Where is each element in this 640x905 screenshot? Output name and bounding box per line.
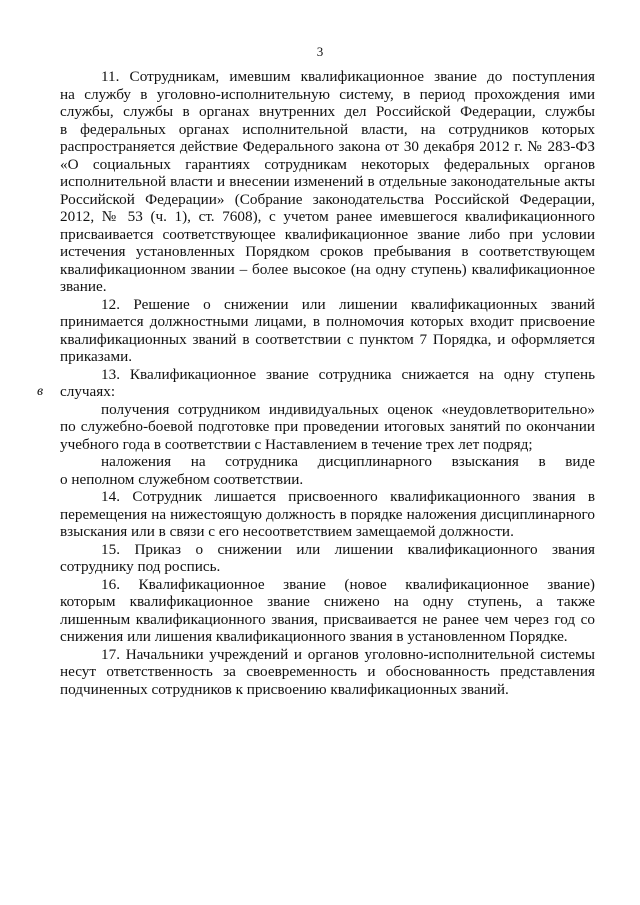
text-line: приказами. xyxy=(60,348,133,365)
text-line: присваивается соответствующее квалификационное звание либо при условии xyxy=(60,225,595,243)
text-line: которым квалификационное звание снижено на одну ступень, а также xyxy=(60,593,595,610)
text-line: 12. Решение о снижении или лишении квалификационных званий xyxy=(101,295,595,313)
paragraph xyxy=(60,646,595,699)
paragraph xyxy=(60,68,595,296)
text-line: в федеральных органах исполнительной власти, на сотрудников которых xyxy=(60,120,595,138)
text-line: на службу в уголовно-исполнительную систему, в период прохождения ими xyxy=(60,85,595,103)
paragraph xyxy=(60,541,595,576)
text-line: снижения или лишения квалификационного звания в установленном Порядке. xyxy=(60,628,568,645)
text-line: звание. xyxy=(60,278,107,295)
text-line: учебного года в соответствии с Наставлением в течение трех лет подряд; xyxy=(60,435,533,453)
text-line: Российской Федерации» (Собрание законодательства Российской Федерации, xyxy=(60,190,595,208)
text-line: по служебно-боевой подготовке при проведении итоговых занятий по окончании xyxy=(60,418,595,435)
text-line: перемещения на нижестоящую должность в порядке наложения дисциплинарного xyxy=(60,505,595,523)
paragraph xyxy=(60,296,595,366)
paragraph xyxy=(60,576,595,646)
text-line: несут ответственность за своевременность и обоснованность представления xyxy=(60,663,595,680)
text-line: 2012, № 53 (ч. 1), ст. 7608), с учетом ранее имевшегося квалификационного xyxy=(60,208,595,225)
text-line: «О социальных гарантиях сотрудникам некоторых федеральных органов xyxy=(60,155,595,173)
text-line: 13. Квалификационное звание сотрудника снижается на одну ступень xyxy=(101,365,595,383)
text-line: квалификационном звании – более высокое (на одну ступень) квалификационное xyxy=(60,260,595,278)
paragraph xyxy=(37,365,595,401)
handwritten-margin-mark: в xyxy=(37,384,44,399)
text-line: взыскания или в связи с его несоответствием замещаемой должности. xyxy=(60,523,514,540)
text-line: принимается должностными лицами, в полномочия которых входит присвоение xyxy=(60,313,595,330)
paragraph xyxy=(60,488,595,541)
text-line: службы, службы в органах внутренних дел Российской Федерации, службы xyxy=(60,103,595,120)
text-line: распространяется действие Федерального закона от 30 декабря 2012 г. № 283-ФЗ xyxy=(60,138,595,155)
paragraph xyxy=(60,401,595,454)
text-line: сотруднику под роспись. xyxy=(60,558,221,575)
text-line: 14. Сотрудник лишается присвоенного квалификационного звания в xyxy=(101,488,595,505)
text-line: лишенным квалификационного звания, присваивается не ранее чем через год со xyxy=(60,610,595,628)
text-line: о неполном служебном соответствии. xyxy=(60,470,304,488)
document-body xyxy=(37,68,595,698)
text-line: исполнительной власти и внесении изменений в отдельные законодательные акты xyxy=(60,173,595,190)
text-line: случаях: xyxy=(60,383,116,400)
text-line: получения сотрудником индивидуальных оценок «неудовлетворительно» xyxy=(101,400,595,418)
text-line: 11. Сотрудникам, имевшим квалификационное звание до поступления xyxy=(101,68,595,85)
text-line: 17. Начальники учреждений и органов уголовно-исполнительной системы xyxy=(101,645,595,663)
text-line: 15. Приказ о снижении или лишении квалификационного звания xyxy=(101,540,595,558)
text-line: наложения на сотрудника дисциплинарного взыскания в виде xyxy=(101,453,595,470)
text-line: 16. Квалификационное звание (новое квалификационное звание) xyxy=(101,575,595,593)
text-line: подчиненных сотрудников к присвоению квалификационных званий. xyxy=(60,680,509,698)
page-number: 3 xyxy=(316,44,324,59)
paragraph xyxy=(60,453,595,488)
text-line: квалификационных званий в соответствии с пунктом 7 Порядка, и оформляется xyxy=(60,330,595,348)
text-line: истечения установленных Порядком сроков пребывания в соответствующем xyxy=(60,243,595,260)
